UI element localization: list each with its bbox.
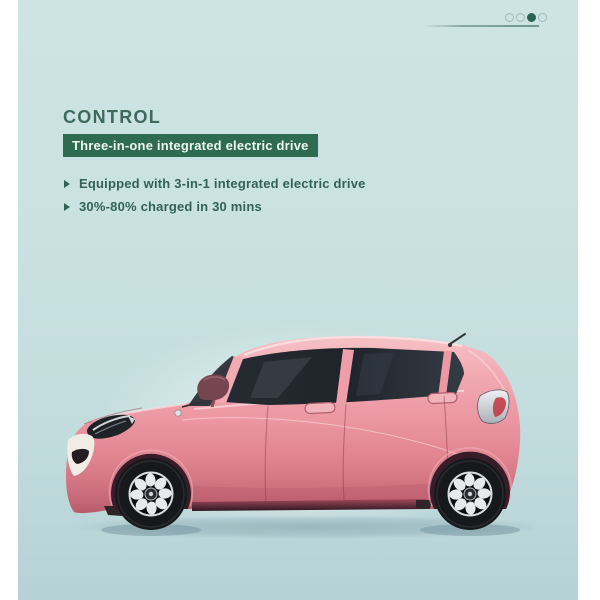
pink-car-illustration <box>64 330 534 545</box>
list-item <box>64 199 366 214</box>
feature-list <box>64 176 366 222</box>
pagination-dot[interactable] <box>538 13 547 22</box>
pagination-dots <box>505 13 547 22</box>
list-item <box>64 176 366 191</box>
car-image <box>64 330 534 545</box>
pagination-underline <box>422 25 539 27</box>
page-title: CONTROL <box>63 107 162 127</box>
bullet-text: Equipped with 3-in-1 integrated electric drive <box>79 176 366 191</box>
feature-badge: Three-in-one integrated electric drive <box>63 134 318 157</box>
pagination-dot[interactable] <box>527 13 536 22</box>
pagination-dot[interactable] <box>516 13 525 22</box>
pagination-dot[interactable] <box>505 13 514 22</box>
bullet-arrow-icon <box>64 203 70 211</box>
bullet-arrow-icon <box>64 180 70 188</box>
bullet-text: 30%-80% charged in 30 mins <box>79 199 262 214</box>
